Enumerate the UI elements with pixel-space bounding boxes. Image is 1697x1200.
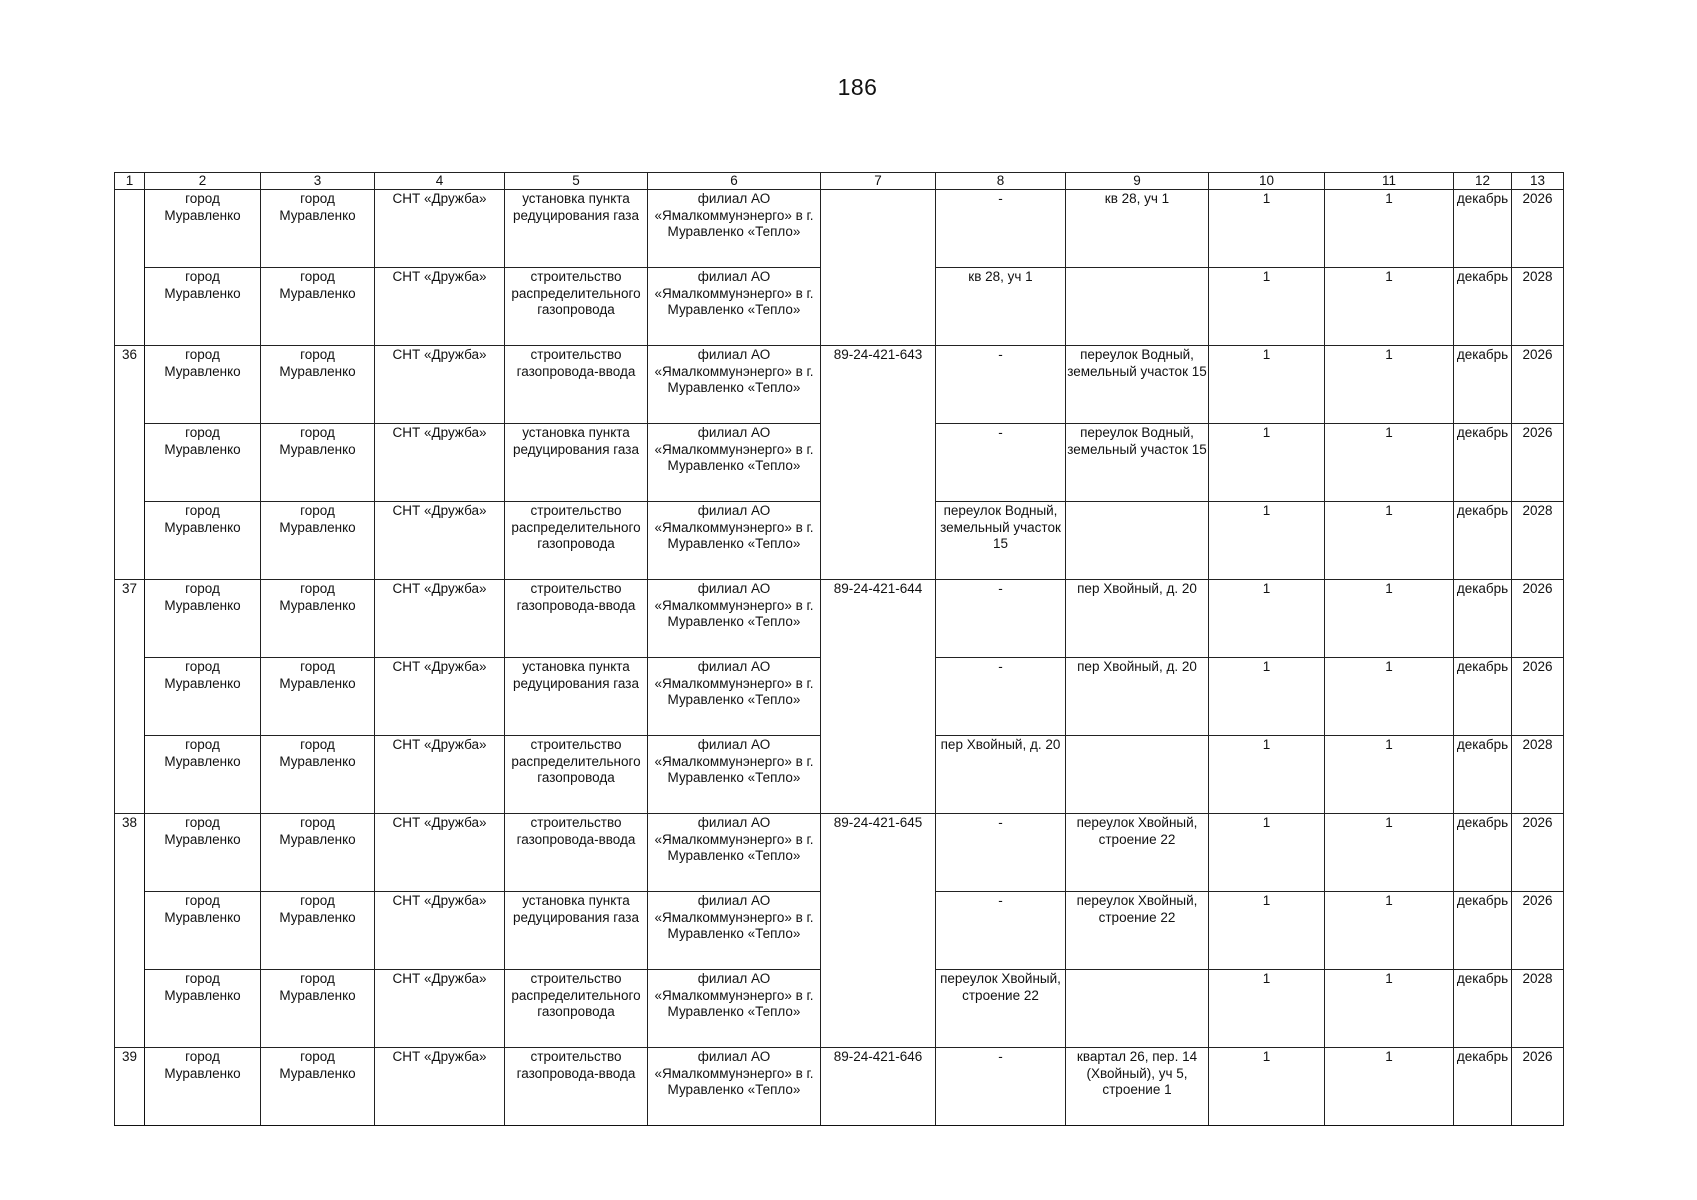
cell-code: 89-24-421-646 bbox=[821, 1048, 936, 1126]
column-number: 6 bbox=[648, 173, 821, 190]
cell-col11: 1 bbox=[1325, 580, 1454, 658]
cell-work-type: строительство газопровода-ввода bbox=[505, 814, 648, 892]
cell-organization: филиал АО «Ямалкоммунэнерго» в г. Муравленко «Тепло» bbox=[648, 892, 821, 970]
cell-settlement: город Муравленко bbox=[261, 190, 375, 268]
table-row bbox=[115, 346, 1564, 424]
cell-organization: филиал АО «Ямалкоммунэнерго» в г. Муравленко «Тепло» bbox=[648, 1048, 821, 1126]
cell-work-type: строительство газопровода-ввода bbox=[505, 346, 648, 424]
cell-col11: 1 bbox=[1325, 268, 1454, 346]
cell-month: декабрь bbox=[1454, 346, 1512, 424]
cell-col9: кв 28, уч 1 bbox=[1066, 190, 1209, 268]
cell-work-type: строительство газопровода-ввода bbox=[505, 1048, 648, 1126]
cell-col11: 1 bbox=[1325, 502, 1454, 580]
cell-col9: квартал 26, пер. 14 (Хвойный), уч 5, строение 1 bbox=[1066, 1048, 1209, 1126]
cell-month: декабрь bbox=[1454, 1048, 1512, 1126]
cell-month: декабрь bbox=[1454, 970, 1512, 1048]
cell-snt: СНТ «Дружба» bbox=[375, 580, 505, 658]
cell-municipality: город Муравленко bbox=[145, 658, 261, 736]
cell-organization: филиал АО «Ямалкоммунэнерго» в г. Муравленко «Тепло» bbox=[648, 658, 821, 736]
cell-month: декабрь bbox=[1454, 190, 1512, 268]
cell-col10: 1 bbox=[1209, 268, 1325, 346]
cell-row-number: 36 bbox=[115, 346, 145, 580]
cell-col8: пер Хвойный, д. 20 bbox=[936, 736, 1066, 814]
cell-work-type: установка пункта редуцирования газа bbox=[505, 190, 648, 268]
cell-col8: - bbox=[936, 814, 1066, 892]
cell-code: 89-24-421-645 bbox=[821, 814, 936, 1048]
cell-settlement: город Муравленко bbox=[261, 268, 375, 346]
cell-organization: филиал АО «Ямалкоммунэнерго» в г. Муравленко «Тепло» bbox=[648, 502, 821, 580]
cell-col10: 1 bbox=[1209, 736, 1325, 814]
column-number: 13 bbox=[1512, 173, 1564, 190]
cell-col11: 1 bbox=[1325, 424, 1454, 502]
cell-settlement: город Муравленко bbox=[261, 580, 375, 658]
cell-work-type: установка пункта редуцирования газа bbox=[505, 424, 648, 502]
cell-year: 2028 bbox=[1512, 736, 1564, 814]
cell-year: 2026 bbox=[1512, 814, 1564, 892]
column-number: 11 bbox=[1325, 173, 1454, 190]
cell-row-number bbox=[115, 190, 145, 346]
cell-month: декабрь bbox=[1454, 502, 1512, 580]
cell-municipality: город Муравленко bbox=[145, 190, 261, 268]
page-number: 186 bbox=[837, 74, 878, 100]
cell-year: 2026 bbox=[1512, 892, 1564, 970]
cell-work-type: установка пункта редуцирования газа bbox=[505, 892, 648, 970]
cell-col11: 1 bbox=[1325, 892, 1454, 970]
table-body bbox=[115, 173, 1564, 1126]
cell-col8: - bbox=[936, 658, 1066, 736]
column-number: 2 bbox=[145, 173, 261, 190]
gasification-table bbox=[114, 172, 1564, 1126]
cell-year: 2028 bbox=[1512, 970, 1564, 1048]
cell-snt: СНТ «Дружба» bbox=[375, 814, 505, 892]
cell-month: декабрь bbox=[1454, 736, 1512, 814]
column-number: 12 bbox=[1454, 173, 1512, 190]
cell-snt: СНТ «Дружба» bbox=[375, 502, 505, 580]
cell-municipality: город Муравленко bbox=[145, 892, 261, 970]
cell-snt: СНТ «Дружба» bbox=[375, 424, 505, 502]
column-number: 4 bbox=[375, 173, 505, 190]
cell-year: 2026 bbox=[1512, 1048, 1564, 1126]
cell-code: 89-24-421-643 bbox=[821, 346, 936, 580]
cell-year: 2026 bbox=[1512, 190, 1564, 268]
cell-row-number: 38 bbox=[115, 814, 145, 1048]
cell-col10: 1 bbox=[1209, 814, 1325, 892]
cell-settlement: город Муравленко bbox=[261, 892, 375, 970]
cell-col9: переулок Водный, земельный участок 15 bbox=[1066, 346, 1209, 424]
column-number: 5 bbox=[505, 173, 648, 190]
column-number: 8 bbox=[936, 173, 1066, 190]
cell-work-type: строительство газопровода-ввода bbox=[505, 580, 648, 658]
cell-month: декабрь bbox=[1454, 268, 1512, 346]
cell-col11: 1 bbox=[1325, 1048, 1454, 1126]
cell-municipality: город Муравленко bbox=[145, 970, 261, 1048]
cell-col8: переулок Водный, земельный участок 15 bbox=[936, 502, 1066, 580]
cell-col10: 1 bbox=[1209, 346, 1325, 424]
cell-year: 2026 bbox=[1512, 346, 1564, 424]
cell-municipality: город Муравленко bbox=[145, 814, 261, 892]
cell-organization: филиал АО «Ямалкоммунэнерго» в г. Муравленко «Тепло» bbox=[648, 190, 821, 268]
cell-col10: 1 bbox=[1209, 502, 1325, 580]
cell-organization: филиал АО «Ямалкоммунэнерго» в г. Муравленко «Тепло» bbox=[648, 814, 821, 892]
header-row bbox=[115, 173, 1564, 190]
cell-snt: СНТ «Дружба» bbox=[375, 970, 505, 1048]
cell-organization: филиал АО «Ямалкоммунэнерго» в г. Муравленко «Тепло» bbox=[648, 970, 821, 1048]
cell-col10: 1 bbox=[1209, 580, 1325, 658]
cell-code bbox=[821, 190, 936, 346]
cell-organization: филиал АО «Ямалкоммунэнерго» в г. Муравленко «Тепло» bbox=[648, 268, 821, 346]
cell-year: 2028 bbox=[1512, 502, 1564, 580]
cell-municipality: город Муравленко bbox=[145, 580, 261, 658]
cell-col8: кв 28, уч 1 bbox=[936, 268, 1066, 346]
cell-month: декабрь bbox=[1454, 892, 1512, 970]
cell-year: 2028 bbox=[1512, 268, 1564, 346]
cell-work-type: строительство распределительного газопровода bbox=[505, 502, 648, 580]
cell-col10: 1 bbox=[1209, 424, 1325, 502]
cell-snt: СНТ «Дружба» bbox=[375, 892, 505, 970]
table-row bbox=[115, 190, 1564, 268]
cell-municipality: город Муравленко bbox=[145, 736, 261, 814]
cell-settlement: город Муравленко bbox=[261, 658, 375, 736]
cell-work-type: установка пункта редуцирования газа bbox=[505, 658, 648, 736]
cell-col11: 1 bbox=[1325, 658, 1454, 736]
cell-col11: 1 bbox=[1325, 190, 1454, 268]
cell-municipality: город Муравленко bbox=[145, 424, 261, 502]
cell-col8: - bbox=[936, 1048, 1066, 1126]
cell-month: декабрь bbox=[1454, 580, 1512, 658]
cell-municipality: город Муравленко bbox=[145, 268, 261, 346]
cell-col8: - bbox=[936, 424, 1066, 502]
cell-col11: 1 bbox=[1325, 814, 1454, 892]
cell-snt: СНТ «Дружба» bbox=[375, 190, 505, 268]
cell-row-number: 37 bbox=[115, 580, 145, 814]
column-number: 7 bbox=[821, 173, 936, 190]
cell-col9: переулок Хвойный, строение 22 bbox=[1066, 814, 1209, 892]
cell-col9 bbox=[1066, 268, 1209, 346]
cell-year: 2026 bbox=[1512, 580, 1564, 658]
cell-work-type: строительство распределительного газопровода bbox=[505, 736, 648, 814]
cell-month: декабрь bbox=[1454, 424, 1512, 502]
table-row bbox=[115, 1048, 1564, 1126]
cell-settlement: город Муравленко bbox=[261, 814, 375, 892]
cell-col11: 1 bbox=[1325, 970, 1454, 1048]
table-row bbox=[115, 580, 1564, 658]
cell-col9: пер Хвойный, д. 20 bbox=[1066, 580, 1209, 658]
cell-settlement: город Муравленко bbox=[261, 736, 375, 814]
cell-snt: СНТ «Дружба» bbox=[375, 736, 505, 814]
cell-work-type: строительство распределительного газопровода bbox=[505, 268, 648, 346]
cell-year: 2026 bbox=[1512, 658, 1564, 736]
cell-year: 2026 bbox=[1512, 424, 1564, 502]
cell-col9: пер Хвойный, д. 20 bbox=[1066, 658, 1209, 736]
cell-organization: филиал АО «Ямалкоммунэнерго» в г. Муравленко «Тепло» bbox=[648, 736, 821, 814]
cell-col9: переулок Хвойный, строение 22 bbox=[1066, 892, 1209, 970]
cell-snt: СНТ «Дружба» bbox=[375, 346, 505, 424]
cell-settlement: город Муравленко bbox=[261, 502, 375, 580]
cell-row-number: 39 bbox=[115, 1048, 145, 1126]
cell-organization: филиал АО «Ямалкоммунэнерго» в г. Муравленко «Тепло» bbox=[648, 346, 821, 424]
cell-col8: - bbox=[936, 190, 1066, 268]
column-number: 1 bbox=[115, 173, 145, 190]
column-number: 3 bbox=[261, 173, 375, 190]
cell-col9: переулок Водный, земельный участок 15 bbox=[1066, 424, 1209, 502]
cell-month: декабрь bbox=[1454, 814, 1512, 892]
column-number: 10 bbox=[1209, 173, 1325, 190]
cell-col10: 1 bbox=[1209, 658, 1325, 736]
column-number: 9 bbox=[1066, 173, 1209, 190]
cell-month: декабрь bbox=[1454, 658, 1512, 736]
cell-col10: 1 bbox=[1209, 190, 1325, 268]
cell-work-type: строительство распределительного газопровода bbox=[505, 970, 648, 1048]
cell-col10: 1 bbox=[1209, 1048, 1325, 1126]
cell-snt: СНТ «Дружба» bbox=[375, 1048, 505, 1126]
cell-col9 bbox=[1066, 970, 1209, 1048]
cell-col10: 1 bbox=[1209, 970, 1325, 1048]
cell-organization: филиал АО «Ямалкоммунэнерго» в г. Муравленко «Тепло» bbox=[648, 424, 821, 502]
cell-settlement: город Муравленко bbox=[261, 346, 375, 424]
cell-municipality: город Муравленко bbox=[145, 1048, 261, 1126]
cell-settlement: город Муравленко bbox=[261, 424, 375, 502]
cell-col10: 1 bbox=[1209, 892, 1325, 970]
cell-col8: переулок Хвойный, строение 22 bbox=[936, 970, 1066, 1048]
cell-col9 bbox=[1066, 502, 1209, 580]
table-row bbox=[115, 814, 1564, 892]
cell-col11: 1 bbox=[1325, 346, 1454, 424]
cell-col11: 1 bbox=[1325, 736, 1454, 814]
cell-settlement: город Муравленко bbox=[261, 970, 375, 1048]
cell-snt: СНТ «Дружба» bbox=[375, 268, 505, 346]
cell-col8: - bbox=[936, 346, 1066, 424]
cell-organization: филиал АО «Ямалкоммунэнерго» в г. Муравленко «Тепло» bbox=[648, 580, 821, 658]
cell-col8: - bbox=[936, 580, 1066, 658]
cell-snt: СНТ «Дружба» bbox=[375, 658, 505, 736]
cell-col9 bbox=[1066, 736, 1209, 814]
cell-municipality: город Муравленко bbox=[145, 502, 261, 580]
cell-code: 89-24-421-644 bbox=[821, 580, 936, 814]
cell-municipality: город Муравленко bbox=[145, 346, 261, 424]
cell-col8: - bbox=[936, 892, 1066, 970]
cell-settlement: город Муравленко bbox=[261, 1048, 375, 1126]
